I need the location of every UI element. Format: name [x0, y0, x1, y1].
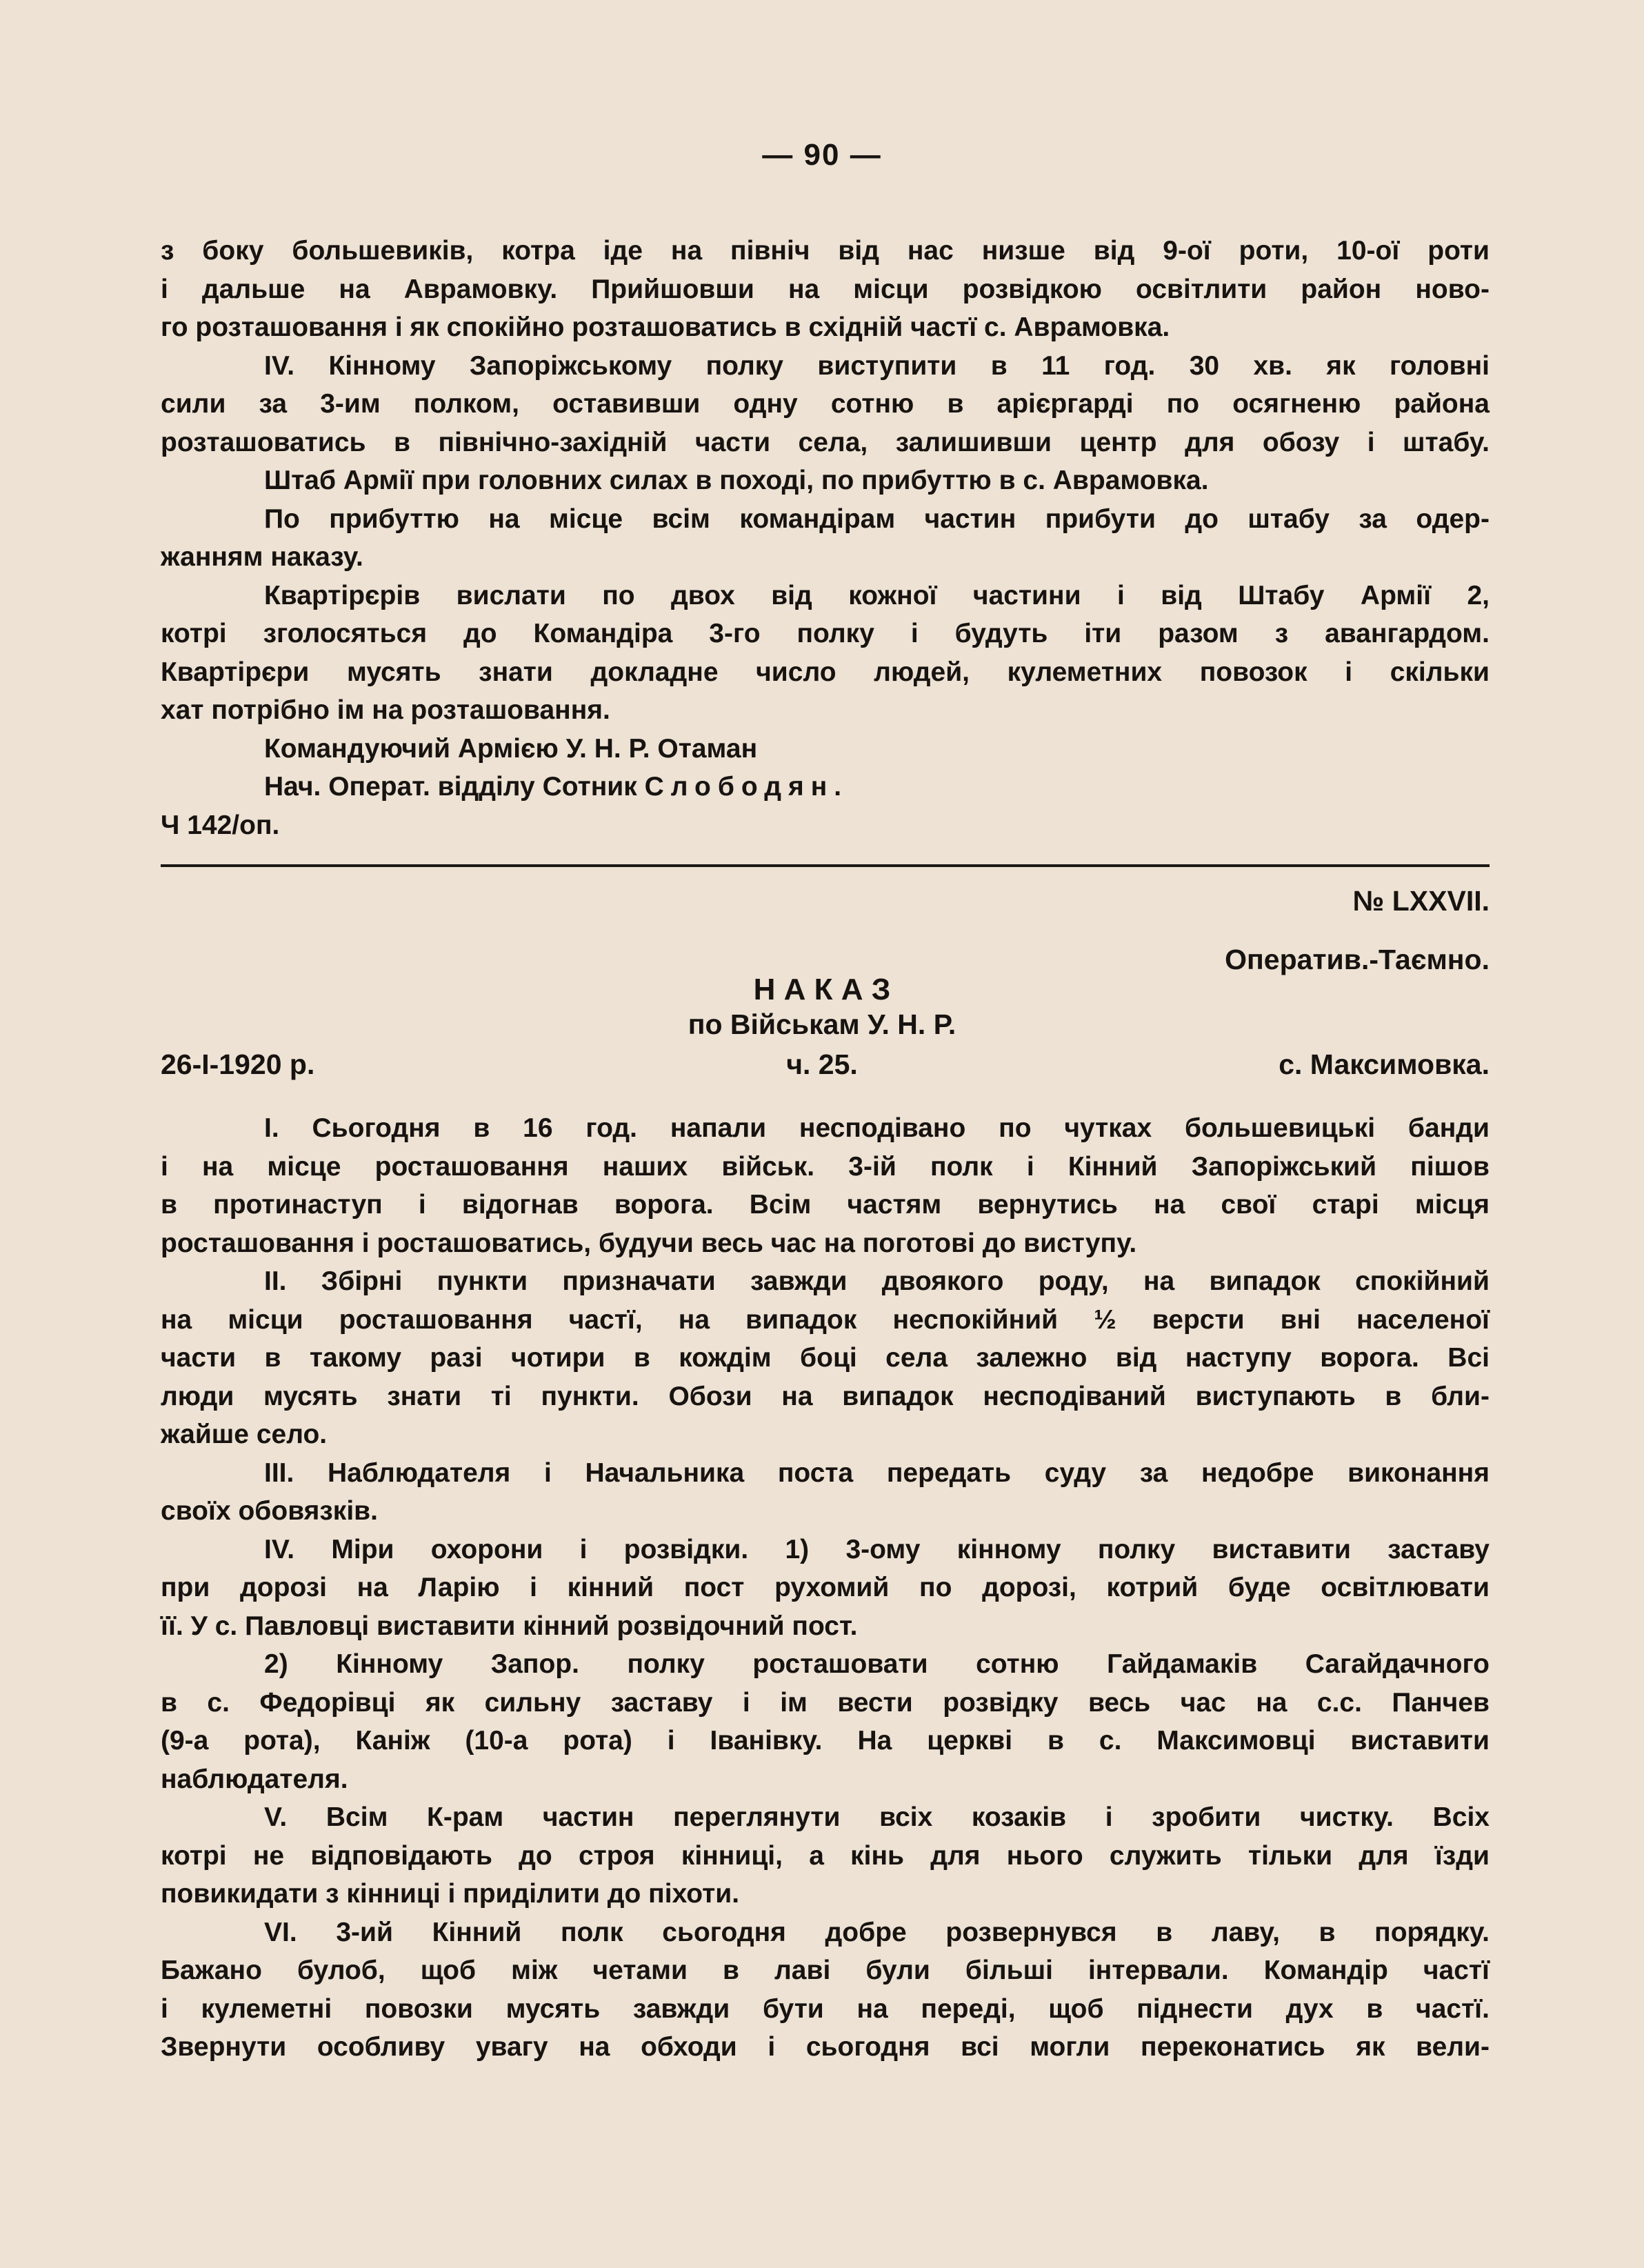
- text-line: III. Наблюдателя і Начальника поста передать суду за недобре виконання: [264, 1458, 1490, 1488]
- text-line: своїх обовязків.: [161, 1496, 378, 1526]
- paragraph: [161, 461, 1490, 500]
- text-line: наблюдателя.: [161, 1764, 348, 1794]
- text-line: го розташовання і як спокійно розташоватись в східній частї с. Аврамовка.: [161, 312, 1170, 342]
- text-line: хат потрібно ім на розташовання.: [161, 695, 610, 725]
- text-line: жанням наказу.: [161, 542, 363, 572]
- text-line: V. Всім К-рам частин переглянути всіх козаків і зробити чистку. Всіх: [264, 1802, 1490, 1832]
- text-line: в с. Федорівці як сильну заставу і ім вести розвідку весь час на с.с. Панчев: [161, 1687, 1490, 1718]
- text-line: котрі не відповідають до строя кінниці, а кінь для нього служить тільки для їзди: [161, 1840, 1490, 1871]
- order-subtitle: по Військам У. Н. Р.: [688, 1008, 956, 1040]
- section-4: [161, 1531, 1490, 1646]
- text-line: росташовання і росташоватись, будучи весь час на поготові до виступу.: [161, 1228, 1137, 1258]
- secrecy-label: Оператив.-Таємно.: [1225, 944, 1490, 975]
- signature-chief-name: Слободян.: [644, 772, 849, 802]
- text-line: Квартірєри мусять знати докладне число людей, кулеметних повозок і скільки: [161, 657, 1490, 687]
- continuation-text: [161, 232, 1490, 844]
- text-line: Квартірєрів вислати по двох від кожної частини і від Штабу Армії 2,: [264, 580, 1490, 610]
- order-place: с. Максимовка.: [1279, 1048, 1490, 1080]
- text-line: її. У с. Павловці виставити кінний розвідочний пост.: [161, 1611, 858, 1641]
- text-line: VI. 3-ий Кінний полк сьогодня добре розвернувся в лаву, в порядку.: [264, 1917, 1490, 1947]
- text-line: I. Сьогодня в 16 год. напали несподівано по чутках большевицькі банди: [264, 1113, 1490, 1143]
- text-line: II. Збірні пункти призначати завжди двоякого роду, на випадок спокійний: [264, 1266, 1490, 1296]
- order-number: № LXXVII.: [1352, 885, 1490, 917]
- paragraph: [161, 577, 1490, 730]
- signature-commander: Командуючий Армією У. Н. Р. Отаман: [264, 733, 758, 764]
- text-line: Звернути особливу увагу на обходи і сьогодня всі могли переконатись як вели-: [161, 2032, 1490, 2062]
- text-line: Штаб Армії при головних силах в поході, по прибуттю в с. Аврамовка.: [264, 466, 1209, 495]
- order-body: [161, 1109, 1490, 2067]
- text-line: при дорозі на Ларію і кінний пост рухомий по дорозі, котрий буде освітлювати: [161, 1573, 1490, 1602]
- signature-chief-title: Нач. Операт. відділу Сотник: [264, 772, 645, 802]
- section-3: [161, 1454, 1490, 1531]
- section-6: [161, 1913, 1490, 2067]
- text-line: IV. Кінному Запоріжському полку виступити в 11 год. 30 хв. як головні: [264, 350, 1490, 381]
- text-line: і на місце росташовання наших військ. 3-ій полк і Кінний Запоріжський пішов: [161, 1151, 1490, 1182]
- order-part: ч. 25.: [786, 1048, 858, 1080]
- section-divider: [161, 864, 1490, 867]
- text-line: (9-а рота), Каніж (10-а рота) і Іванівку. На церкві в с. Максимовці виставити: [161, 1726, 1490, 1755]
- text-line: жайше село.: [161, 1420, 328, 1449]
- section-5: [161, 1798, 1490, 1913]
- section-2: [161, 1262, 1490, 1454]
- paragraph: [161, 232, 1490, 347]
- text-line: 2) Кінному Запор. полку росташовати сотню Гайдамаків Сагайдачного: [264, 1649, 1490, 1679]
- reference-number: Ч 142/оп.: [161, 810, 280, 840]
- order-date: 26-I-1920 р.: [161, 1048, 315, 1080]
- text-line: сили за 3-им полком, оставивши одну сотню в арієргарді по осягненю района: [161, 389, 1490, 419]
- text-line: IV. Міри охорони і розвідки. 1) 3-ому кінному полку виставити заставу: [264, 1534, 1490, 1564]
- text-line: з боку большевиків, котра іде на північ від нас низше від 9-ої роти, 10-ої роти: [161, 236, 1490, 266]
- text-line: Бажано булоб, щоб між четами в лаві були більші інтервали. Командір частї: [161, 1956, 1490, 1985]
- text-line: на місци росташовання частї, на випадок неспокійний ½ версти вні населеної: [161, 1304, 1490, 1335]
- text-line: люди мусять знати ті пункти. Обози на випадок несподіваний виступають в бли-: [161, 1381, 1490, 1411]
- section-4-item-2: [161, 1645, 1490, 1798]
- section-1: [161, 1109, 1490, 1262]
- paragraph: [161, 347, 1490, 462]
- text-line: розташоватись в північно-західній части села, залишивши центр для обозу і штабу.: [161, 427, 1490, 457]
- text-line: По прибуттю на місце всім командірам частин прибути до штабу за одер-: [264, 504, 1490, 534]
- text-line: і кулеметні повозки мусять завжди бути на переді, щоб піднести дух в частї.: [161, 1993, 1490, 2024]
- text-line: в протинаступ і відогнав ворога. Всім частям вернутись на свої старі місця: [161, 1190, 1490, 1220]
- text-line: котрі зголосяться до Командіра 3-го полку і будуть іти разом з авангардом.: [161, 619, 1490, 648]
- paragraph: [161, 500, 1490, 577]
- page-number: — 90 —: [762, 138, 882, 172]
- text-line: повикидати з кінниці і приділити до піхоти.: [161, 1879, 740, 1909]
- text-line: і дальше на Аврамовку. Прийшовши на місци розвідкою освітлити район ново-: [161, 274, 1490, 304]
- signature-chief: [161, 768, 1490, 806]
- text-line: части в такому разі чотири в кождім боці села залежно від наступу ворога. Всі: [161, 1343, 1490, 1373]
- order-title: Н А К А З: [753, 973, 891, 1006]
